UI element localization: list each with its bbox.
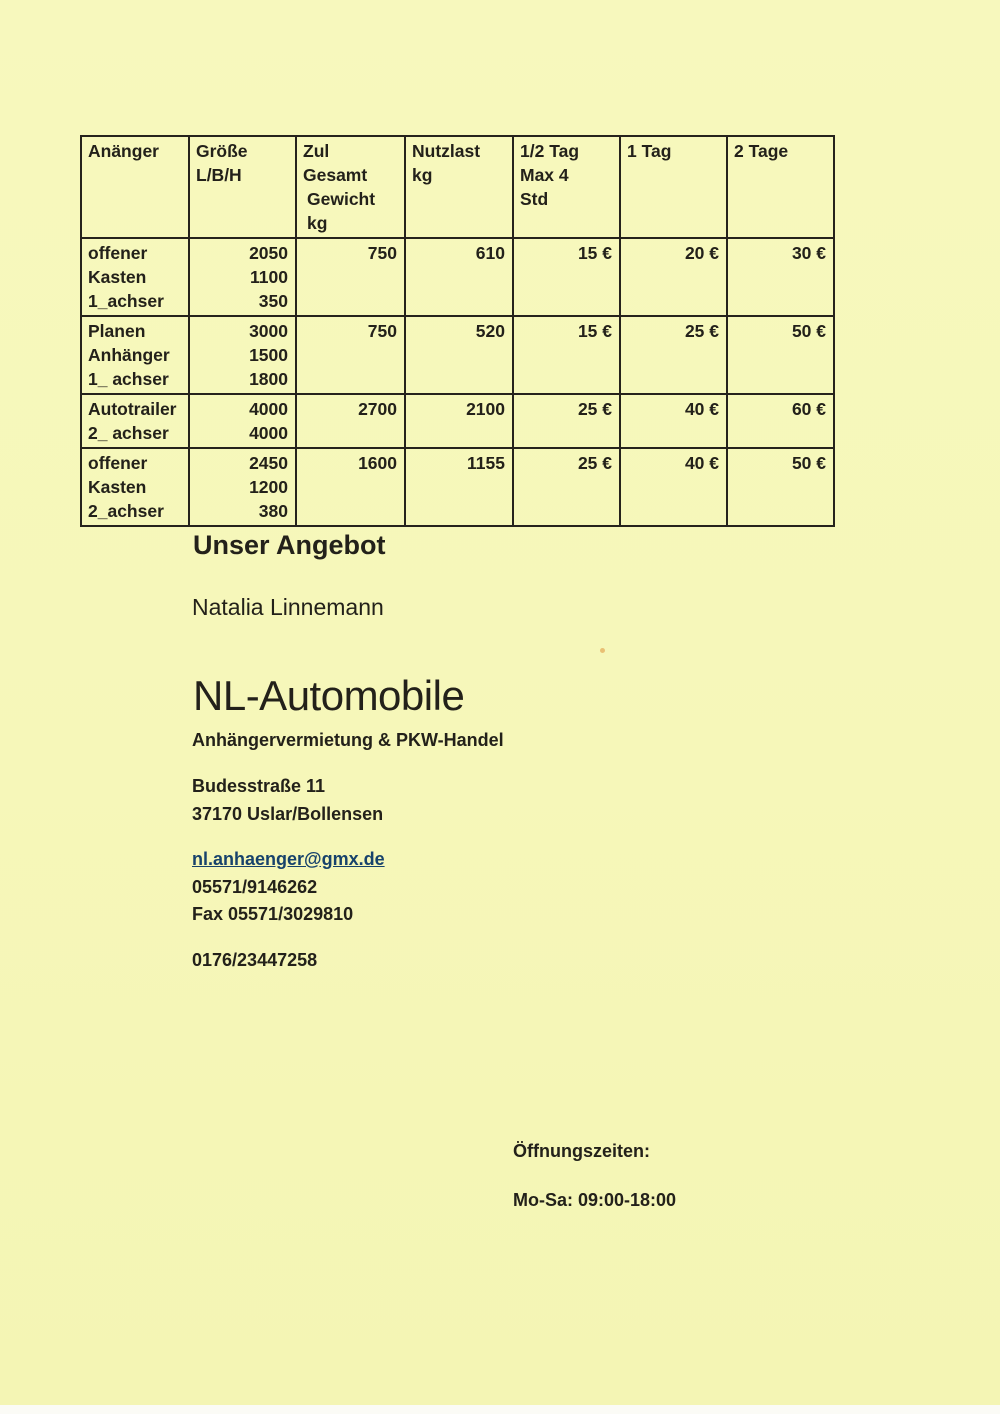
cell-size (189, 448, 296, 526)
company-name: NL-Automobile (193, 672, 465, 719)
cell-two-days-price: 50 € (727, 448, 834, 526)
cell-half-day-price: 25 € (513, 394, 620, 448)
cell-size (189, 238, 296, 316)
cell-line: offener (88, 243, 148, 263)
cell-line: 350 (258, 291, 288, 311)
cell-line: 4000 (249, 423, 288, 443)
cell-two-days-price: 50 € (727, 316, 834, 394)
email-line (192, 849, 385, 870)
cell-line: 1200 (249, 477, 288, 497)
cell-trailer (81, 448, 189, 526)
cell-trailer (81, 316, 189, 394)
cell-line: 2_achser (88, 501, 164, 521)
cell-line: Kasten (88, 477, 147, 497)
cell-line: 4000 (249, 399, 288, 419)
cell-line: 1100 (250, 267, 288, 287)
cell-half-day-price: 15 € (513, 316, 620, 394)
cell-payload: 520 (405, 316, 513, 394)
cell-trailer (81, 238, 189, 316)
cell-one-day-price: 40 € (620, 394, 727, 448)
scan-speck (600, 648, 605, 653)
cell-size (189, 316, 296, 394)
offer-heading: Unser Angebot (193, 530, 386, 560)
table-row (81, 316, 834, 394)
cell-line: Planen (88, 321, 146, 341)
header-line: Max 4 (520, 165, 569, 185)
cell-line: 3000 (249, 321, 288, 341)
cell-gross-weight: 2700 (296, 394, 405, 448)
col-header-one-day (620, 136, 727, 238)
cell-gross-weight: 750 (296, 238, 405, 316)
cell-line: 1800 (249, 369, 288, 389)
cell-payload: 1155 (405, 448, 513, 526)
cell-two-days-price: 30 € (727, 238, 834, 316)
cell-line: 1_achser (88, 291, 164, 311)
col-header-payload (405, 136, 513, 238)
contact-name: Natalia Linnemann (192, 594, 384, 620)
cell-line: 1_ achser (88, 369, 169, 389)
cell-line: 2450 (249, 453, 288, 473)
col-header-trailer (81, 136, 189, 238)
cell-one-day-price: 20 € (620, 238, 727, 316)
col-header-two-days (727, 136, 834, 238)
cell-one-day-price: 25 € (620, 316, 727, 394)
header-line: Nutzlast (412, 141, 481, 161)
cell-gross-weight: 750 (296, 316, 405, 394)
cell-line: 1500 (249, 345, 288, 365)
cell-line: 380 (258, 501, 288, 521)
cell-gross-weight: 1600 (296, 448, 405, 526)
header-line: L/B/H (196, 165, 242, 185)
cell-line: Kasten (88, 267, 147, 287)
company-tagline: Anhängervermietung & PKW-Handel (192, 730, 504, 750)
col-header-half-day (513, 136, 620, 238)
header-line: Gewicht kg (307, 189, 376, 233)
opening-hours-label: Öffnungszeiten: (513, 1141, 650, 1161)
cell-line: Anhänger (88, 345, 170, 365)
cell-half-day-price: 15 € (513, 238, 620, 316)
header-line: 1 Tag (627, 141, 672, 161)
cell-line: 2_ achser (88, 423, 169, 443)
header-line: 2 Tage (734, 141, 789, 161)
header-line: Gesamt (303, 165, 368, 185)
col-header-gross-weight (296, 136, 405, 238)
email-link[interactable]: nl.anhaenger@gmx.de (192, 849, 385, 869)
fax-number: Fax 05571/3029810 (192, 904, 354, 924)
table-header-row (81, 136, 834, 238)
cell-two-days-price: 60 € (727, 394, 834, 448)
mobile-number: 0176/23447258 (192, 950, 318, 970)
cell-line: Autotrailer (88, 399, 177, 419)
header-line: Zul (303, 141, 330, 161)
header-line: Std (520, 189, 549, 209)
cell-payload: 2100 (405, 394, 513, 448)
header-line: 1/2 Tag (520, 141, 580, 161)
header-line: kg (412, 165, 433, 185)
header-line: Anänger (88, 141, 159, 161)
table-row (81, 238, 834, 316)
street-address: Budesstraße 11 (192, 776, 326, 796)
cell-line: offener (88, 453, 148, 473)
phone-number: 05571/9146262 (192, 877, 318, 897)
cell-one-day-price: 40 € (620, 448, 727, 526)
opening-hours-value: Mo-Sa: 09:00-18:00 (513, 1190, 677, 1210)
cell-payload: 610 (405, 238, 513, 316)
header-line: Größe (196, 141, 248, 161)
cell-size (189, 394, 296, 448)
cell-trailer (81, 394, 189, 448)
table-row (81, 448, 834, 526)
city-address: 37170 Uslar/Bollensen (192, 804, 384, 824)
cell-line: 2050 (249, 243, 288, 263)
col-header-size (189, 136, 296, 238)
cell-half-day-price: 25 € (513, 448, 620, 526)
price-table (80, 135, 835, 527)
table-row (81, 394, 834, 448)
